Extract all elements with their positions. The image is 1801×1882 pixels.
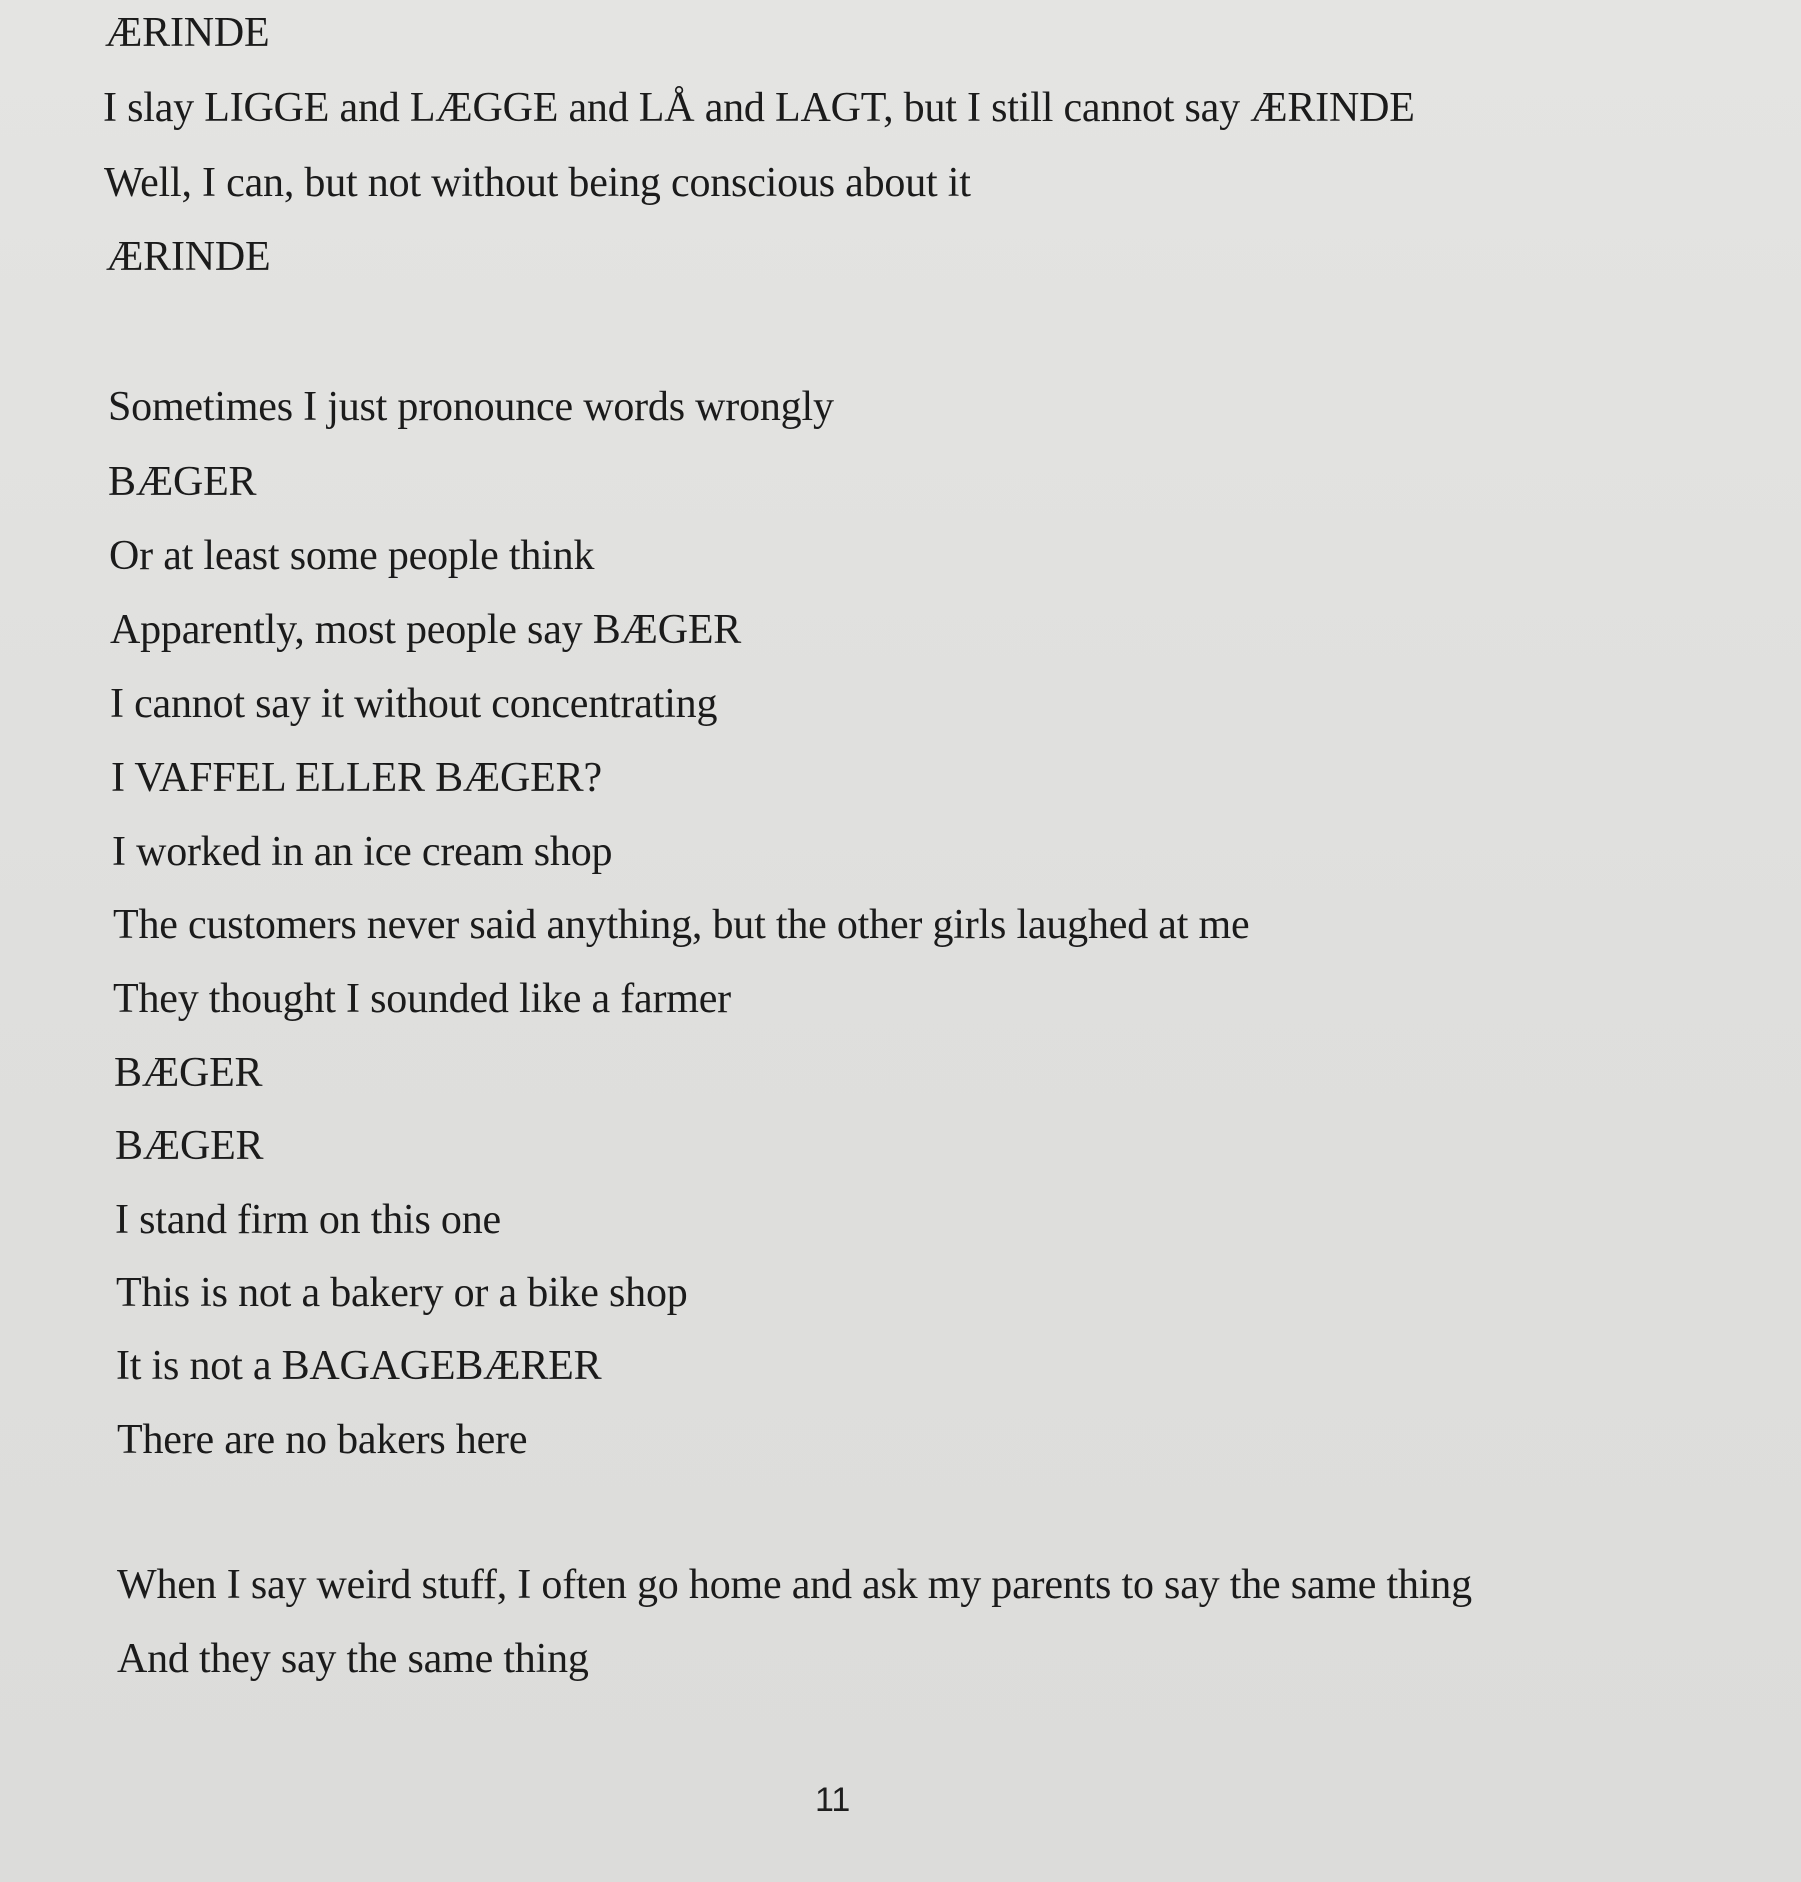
text-line: BÆGER <box>114 1050 263 1096</box>
text-line: Sometimes I just pronounce words wrongly <box>108 384 834 430</box>
text-line: When I say weird stuff, I often go home and ask my parents to say the same thing <box>117 1562 1472 1608</box>
page-number: 11 <box>815 1781 851 1819</box>
text-line: Well, I can, but not without being conscious about it <box>104 160 971 206</box>
text-line: ÆRINDE <box>106 234 271 280</box>
text-line: I slay LIGGE and LÆGGE and LÅ and LAGT, but I still cannot say ÆRINDE <box>103 85 1415 131</box>
text-line: Apparently, most people say BÆGER <box>110 607 742 653</box>
text-line: The customers never said anything, but the other girls laughed at me <box>113 902 1250 948</box>
text-line: BÆGER <box>108 459 257 505</box>
text-line: ÆRINDE <box>105 10 270 56</box>
text-line: This is not a bakery or a bike shop <box>116 1270 688 1316</box>
text-line: BÆGER <box>115 1123 264 1169</box>
text-line: I worked in an ice cream shop <box>112 829 613 875</box>
text-line: There are no bakers here <box>117 1417 528 1463</box>
text-line: I stand firm on this one <box>115 1197 501 1243</box>
text-line: I VAFFEL ELLER BÆGER? <box>111 755 602 801</box>
text-line: It is not a BAGAGEBÆRER <box>116 1343 602 1389</box>
text-line: They thought I sounded like a farmer <box>113 976 731 1022</box>
text-line: I cannot say it without concentrating <box>110 681 718 727</box>
text-line: Or at least some people think <box>109 533 595 579</box>
text-line: And they say the same thing <box>117 1636 589 1682</box>
